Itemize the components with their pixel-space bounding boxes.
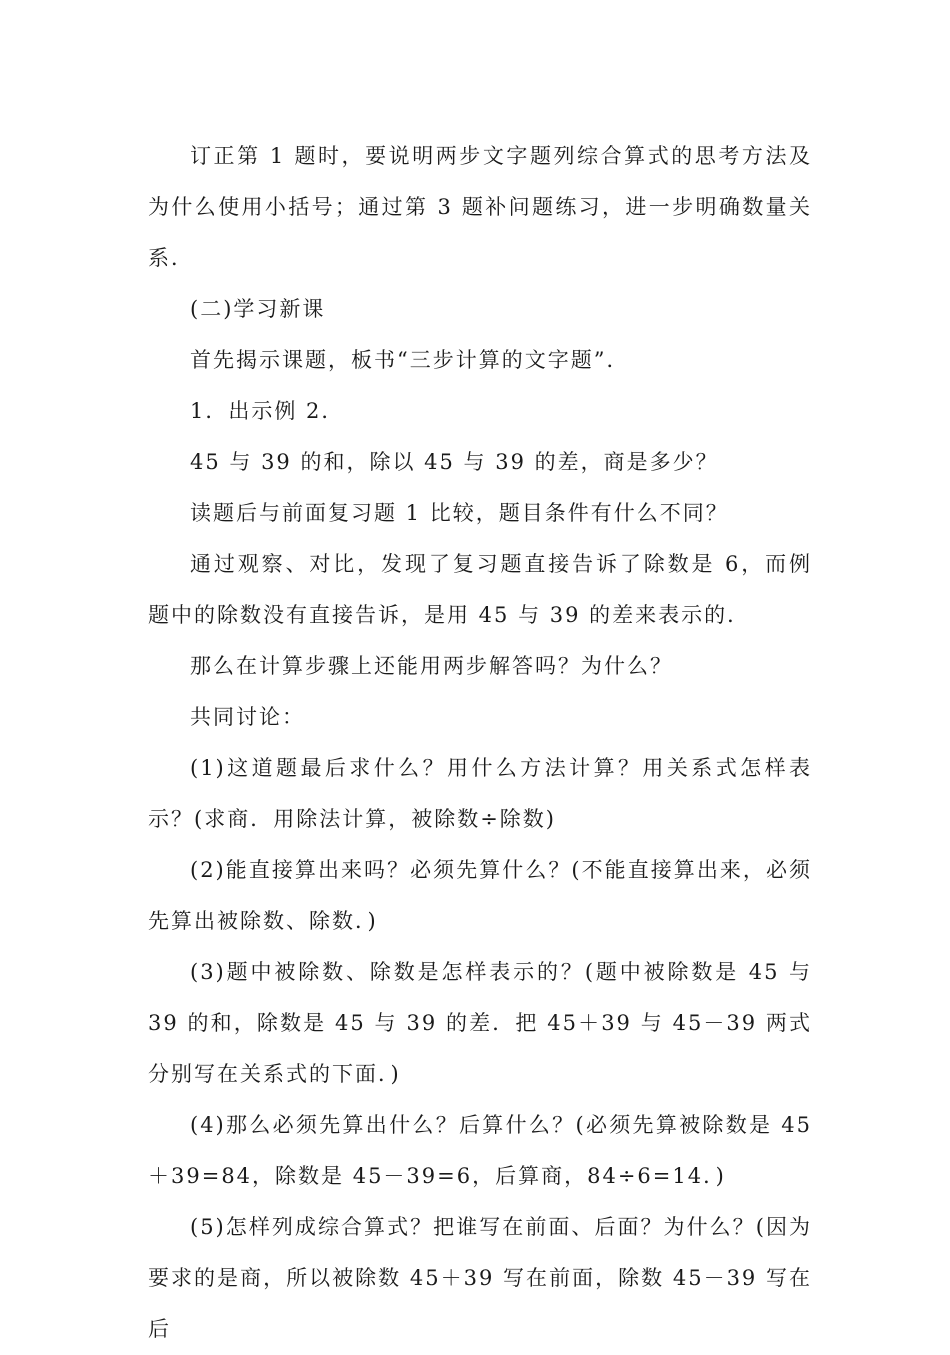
paragraph-example-2-label: 1．出示例 2． [190, 399, 345, 423]
document-body [148, 131, 812, 1355]
paragraph-discussion-item-5: (5)怎样列成综合算式？把谁写在前面、后面？为什么？(因为要求的是商，所以被除数 45＋39 写在前面，除数 45－39 写在后 [148, 1215, 812, 1341]
paragraph-comparison-prompt: 读题后与前面复习题 1 比较，题目条件有什么不同？ [190, 501, 729, 525]
paragraph-correction-note: 订正第 1 题时，要说明两步文字题列综合算式的思考方法及为什么使用小括号；通过第 3 题补问题练习，进一步明确数量关系． [148, 144, 812, 270]
paragraph-discussion-item-4: (4)那么必须先算出什么？后算什么？(必须先算被除数是 45＋39=84，除数是 45－39=6，后算商，84÷6=14．) [148, 1113, 812, 1188]
paragraph-two-step-question: 那么在计算步骤上还能用两步解答吗？为什么？ [190, 654, 673, 678]
section-heading-new-lesson: (二)学习新课 [190, 297, 326, 321]
paragraph-discussion-item-2: (2)能直接算出来吗？必须先算什么？(不能直接算出来，必须先算出被除数、除数．) [148, 858, 812, 933]
paragraph-observation: 通过观察、对比，发现了复习题直接告诉了除数是 6，而例题中的除数没有直接告诉，是用 45 与 39 的差来表示的． [148, 552, 812, 627]
paragraph-topic-reveal: 首先揭示课题，板书“三步计算的文字题”． [190, 348, 630, 372]
paragraph-discussion-label: 共同讨论： [190, 705, 305, 729]
paragraph-example-2-question: 45 与 39 的和，除以 45 与 39 的差，商是多少？ [190, 450, 719, 474]
paragraph-discussion-item-3: (3)题中被除数、除数是怎样表示的？(题中被除数是 45 与 39 的和，除数是 45 与 39 的差．把 45＋39 与 45－39 两式分别写在关系式的下面．) [148, 960, 812, 1086]
paragraph-discussion-item-1: (1)这道题最后求什么？用什么方法计算？用关系式怎样表示？(求商．用除法计算，被除数÷除数) [148, 756, 812, 831]
